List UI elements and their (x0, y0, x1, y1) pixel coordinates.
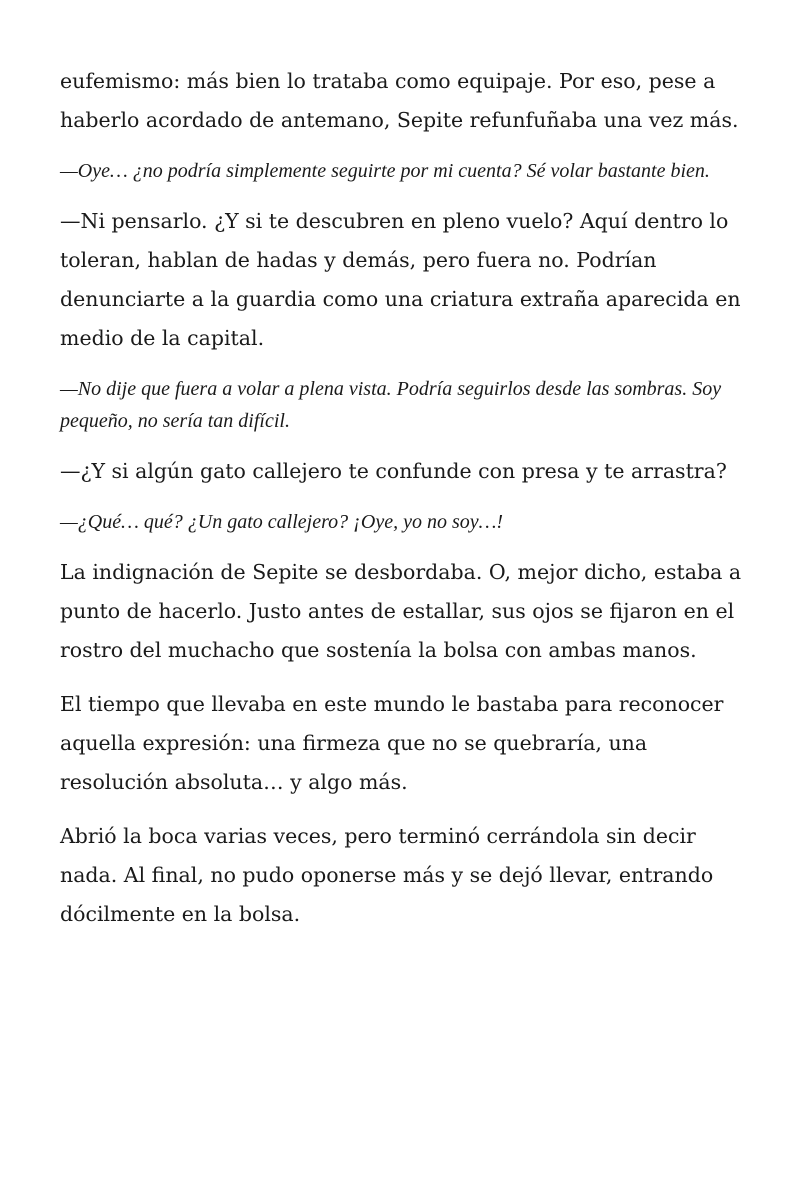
paragraph-narration-3: El tiempo que llevaba en este mundo le bastaba para reconocer aquella expresión: una firmeza que no se quebraría, una resolución absoluta… y algo más. (60, 692, 724, 794)
paragraph-dialogue-sepite-1: —Oye… ¿no podría simplemente seguirte por mi cuenta? Sé volar bastante bien. (60, 160, 710, 182)
paragraph-narration-2: La indignación de Sepite se desbordaba. O, mejor dicho, estaba a punto de hacerlo. Justo antes de estallar, sus ojos se fijaron en el rostro del muchacho que sostenía la bolsa con ambas manos. (60, 560, 742, 662)
paragraph-narration-4: Abrió la boca varias veces, pero terminó cerrándola sin decir nada. Al final, no pudo oponerse más y se dejó llevar, entrando dócilmente en la bolsa. (60, 824, 714, 926)
paragraph-dialogue-sepite-3: —¿Qué… qué? ¿Un gato callejero? ¡Oye, yo no soy…! (60, 511, 504, 533)
paragraph-dialogue-sepite-2: —No dije que fuera a volar a plena vista. Podría seguirlos desde las sombras. Soy pequeño, no sería tan difícil. (60, 378, 722, 432)
paragraph-dialogue-boy-1: —Ni pensarlo. ¿Y si te descubren en pleno vuelo? Aquí dentro lo toleran, hablan de hadas y demás, pero fuera no. Podrían denunciarte a la guardia como una criatura extraña aparecida en medio de la capital. (60, 209, 741, 350)
book-page (60, 62, 745, 949)
paragraph-narration-1: eufemismo: más bien lo trataba como equipaje. Por eso, pese a haberlo acordado de antemano, Sepite refunfuñaba una vez más. (60, 69, 739, 132)
paragraph-dialogue-boy-2: —¿Y si algún gato callejero te confunde con presa y te arrastra? (60, 459, 727, 483)
